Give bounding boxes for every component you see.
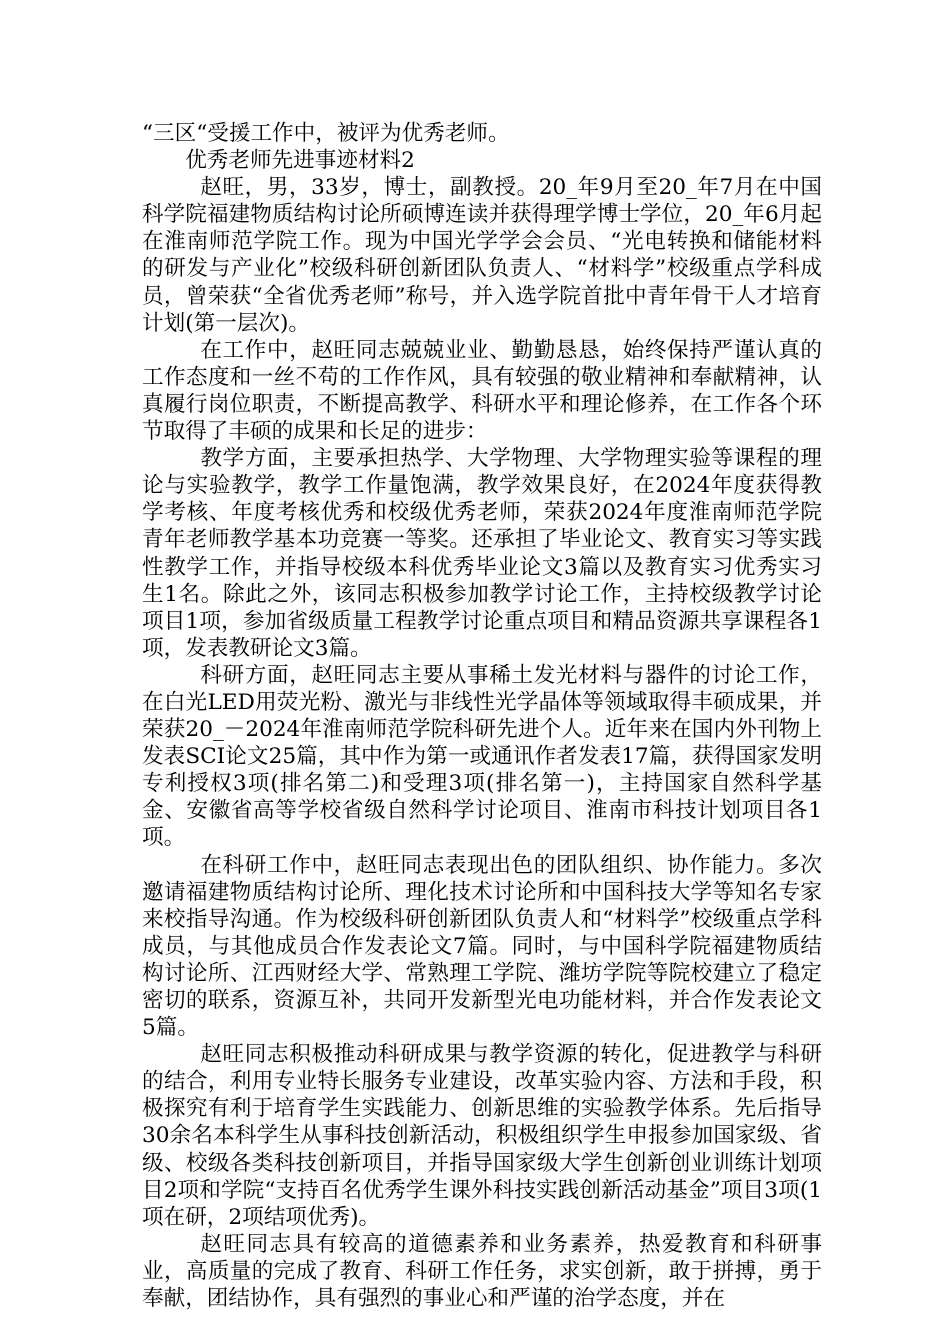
paragraph-transformation: 赵旺同志积极推动科研成果与教学资源的转化，促进教学与科研的结合，利用专业特长服务专业建设，改革实验内容、方法和手段，积极探究有利于培育学生实践能力、创新思维的实验教学体系。先后指导30余名本科学生从事科技创新活动，积极组织学生申报参加国家级、省级、校级各类科技创新项目，并指导国家级大学生创新创业训练计划项目2项和学院“支持百名优秀学生课外科技实践创新活动基金”项目3项(1项在研，2项结项优秀)。 xyxy=(142,1042,822,1230)
paragraph-work-attitude: 在工作中，赵旺同志兢兢业业、勤勤恳恳，始终保持严谨认真的工作态度和一丝不苟的工作作风，具有较强的敬业精神和奉献精神，认真履行岗位职责，不断提高教学、科研水平和理论修养，在工作各个环节取得了丰硕的成果和长足的进步： xyxy=(142,337,822,445)
paragraph-profile: 赵旺，男，33岁，博士，副教授。20_年9月至20_年7月在中国科学院福建物质结构讨论所硕博连读并获得理学博士学位，20_年6月起在淮南师范学院工作。现为中国光学学会会员、“光电转换和储能材料的研发与产业化”校级科研创新团队负责人、“材料学”校级重点学科成员，曾荣获“全省优秀老师”称号，并入选学院首批中青年骨干人才培育计划(第一层次)。 xyxy=(142,175,822,336)
section-heading: 优秀老师先进事迹材料2 xyxy=(185,148,415,174)
paragraph-research: 科研方面，赵旺同志主要从事稀土发光材料与器件的讨论工作，在白光LED用荧光粉、激光与非线性光学晶体等领域取得丰硕成果，并荣获20_－2024年淮南师范学院科研先进个人。近年来在国内外刊物上发表SCI论文25篇，其中作为第一或通讯作者发表17篇，获得国家发明专利授权3项(排名第二)和受理3项(排名第一)，主持国家自然科学基金、安徽省高等学校省级自然科学讨论项目、淮南市科技计划项目各1项。 xyxy=(142,662,822,851)
document-body xyxy=(142,120,822,1312)
paragraph-continuation: “三区“受援工作中，被评为优秀老师。 xyxy=(142,121,510,146)
paragraph-teaching: 教学方面，主要承担热学、大学物理、大学物理实验等课程的理论与实验教学，教学工作量饱满，教学效果良好，在2024年度获得教学考核、年度考核优秀和校级优秀老师，荣获2024年度淮南师范学院青年老师教学基本功竞赛一等奖。还承担了毕业论文、教育实习等实践性教学工作，并指导校级本科优秀毕业论文3篇以及教育实习优秀实习生1名。除此之外，该同志积极参加教学讨论工作，主持校级教学讨论项目1项，参加省级质量工程教学讨论重点项目和精品资源共享课程各1项，发表教研论文3篇。 xyxy=(142,446,822,661)
paragraph-conduct: 赵旺同志具有较高的道德素养和业务素养，热爱教育和科研事业，高质量的完成了教育、科研工作任务，求实创新，敢于拼搏，勇于奉献，团结协作，具有强烈的事业心和严谨的治学态度，并在 xyxy=(142,1231,822,1312)
paragraph-teamwork: 在科研工作中，赵旺同志表现出色的团队组织、协作能力。多次邀请福建物质结构讨论所、理化技术讨论所和中国科技大学等知名专家来校指导沟通。作为校级科研创新团队负责人和“材料学”校级重点学科成员，与其他成员合作发表论文7篇。同时，与中国科学院福建物质结构讨论所、江西财经大学、常熟理工学院、潍坊学院等院校建立了稳定密切的联系，资源互补，共同开发新型光电功能材料，并合作发表论文5篇。 xyxy=(142,852,822,1041)
